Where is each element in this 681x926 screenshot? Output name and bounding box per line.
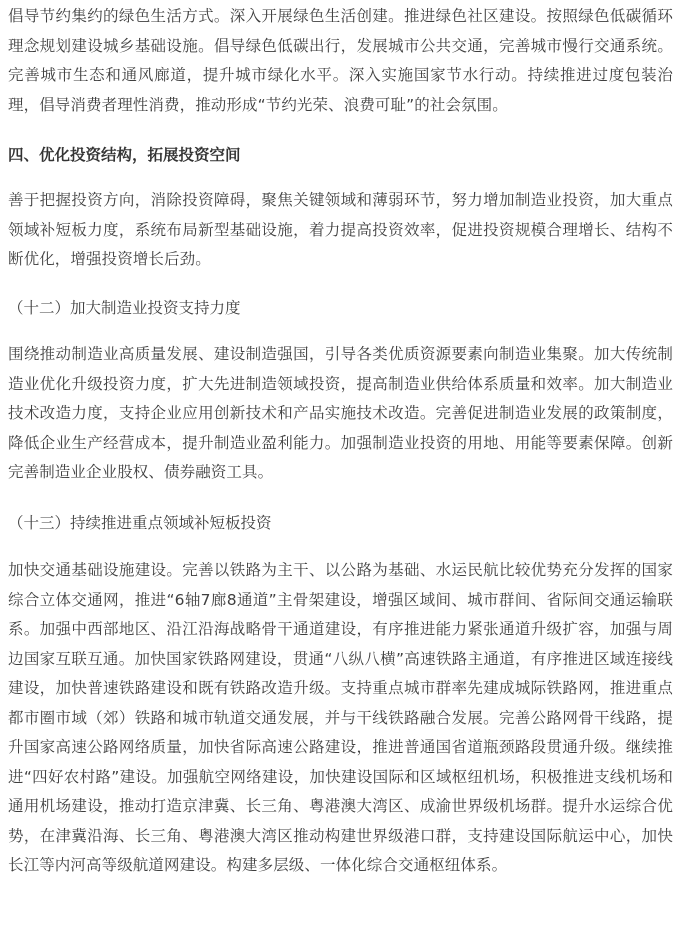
intro-paragraph: 倡导节约集约的绿色生活方式。深入开展绿色生活创建。推进绿色社区建设。按照绿色低碳循环理念规划建设城乡基础设施。倡导绿色低碳出行，发展城市公共交通，完善城市慢行交通系统。完善城市生态和通风廊道，提升城市绿化水平。深入实施国家节水行动。持续推进过度包装治理，倡导消费者理性消费，推动形成“节约光荣、浪费可耻”的社会氛围。 <box>8 7 673 114</box>
section-paragraph: 善于把握投资方向，消除投资障碍，聚焦关键领域和薄弱环节，努力增加制造业投资，加大重点领域补短板力度，系统布局新型基础设施，着力提高投资效率，促进投资规模合理增长、结构不断优化，增强投资增长后劲。 <box>8 191 673 268</box>
subsection-title-12: （十二）加大制造业投资支持力度 <box>8 299 241 317</box>
subsection-title-13: （十三）持续推进重点领域补短板投资 <box>8 514 272 532</box>
subsection-paragraph-13: 加快交通基础设施建设。完善以铁路为主干、以公路为基础、水运民航比较优势充分发挥的国家综合立体交通网，推进“6轴7廊8通道”主骨架建设，增强区域间、城市群间、省际间交通运输联系。加强中西部地区、沿江沿海战略骨干通道建设，有序推进能力紧张通道升级扩容，加强与周边国家互联互通。加快国家铁路网建设，贯通“八纵八横”高速铁路主通道，有序推进区域连接线建设，加快普速铁路建设和既有铁路改造升级。支持重点城市群率先建成城际铁路网，推进重点都市圈市域（郊）铁路和城市轨道交通发展，并与干线铁路融合发展。完善公路网骨干线路，提升国家高速公路网络质量，加快省际高速公路建设，推进普通国省道瓶颈路段贯通升级。继续推进“四好农村路”建设。加强航空网络建设，加快建设国际和区域枢纽机场，积极推进支线机场和通用机场建设，推动打造京津冀、长三角、粤港澳大湾区、成渝世界级机场群。提升水运综合优势，在津冀沿海、长三角、粤港澳大湾区推动构建世界级港口群，支持建设国际航运中心，加快长江等内河高等级航道网建设。构建多层级、一体化综合交通枢纽体系。 <box>8 561 673 874</box>
subsection-paragraph-12: 围绕推动制造业高质量发展、建设制造强国，引导各类优质资源要素向制造业集聚。加大传统制造业优化升级投资力度，扩大先进制造领域投资，提高制造业供给体系质量和效率。加大制造业技术改造力度，支持企业应用创新技术和产品实施技术改造。完善促进制造业发展的政策制度，降低企业生产经营成本，提升制造业盈利能力。加强制造业投资的用地、用能等要素保障。创新完善制造业企业股权、债券融资工具。 <box>8 345 673 481</box>
section-heading: 四、优化投资结构，拓展投资空间 <box>8 146 241 164</box>
